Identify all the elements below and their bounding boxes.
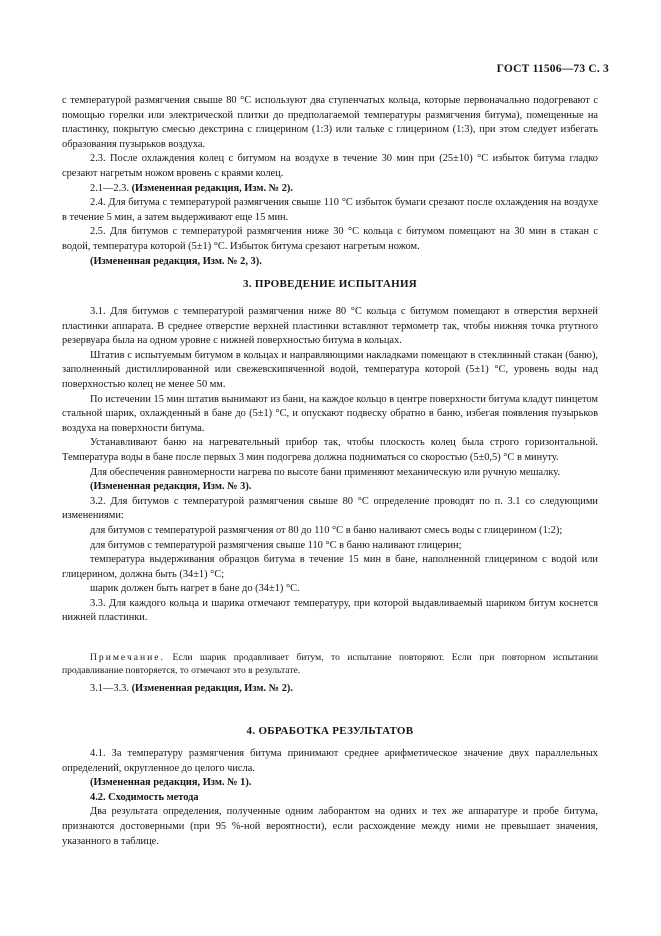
paragraph — [62, 776, 598, 791]
paragraph-text: Два результата определения, полученные одним лаборантом на одних и тех же аппаратуре и пробе битума, признаются достоверными (при 95 %-ной вероятности), если расхождение между ними не превышает значения, указанного в таблице. — [62, 806, 598, 847]
paragraph — [62, 791, 598, 806]
bold-text: 4.2. Сходимость метода — [90, 791, 199, 803]
paragraph — [62, 805, 598, 849]
bold-text: (Измененная редакция, Изм. № 3). — [90, 481, 252, 493]
paragraph-text: 3.3. Для каждого кольца и шарика отмечают температуру, при которой выдавливаемый шариком битум коснется нижней пластинки. — [62, 597, 598, 624]
paragraph — [62, 349, 598, 393]
paragraph — [62, 393, 598, 437]
paragraph-text: для битумов с температурой размягчения от 80 до 110 °С в баню наливают смесь воды с глицерином (1:2); — [90, 524, 563, 536]
paragraph-text: 3.1. Для битумов с температурой размягчения ниже 80 °С кольца с битумом помещают в отверстия верхней пластинки аппарата. В среднее отверстие верхней пластинки вставляют термометр так, чтобы нижняя точка ртутного резервуара была на одном уровне с нижней поверхностью битума в кольцах. — [62, 306, 598, 347]
paragraph-text: 3.2. Для битумов с температурой размягчения свыше 80 °С определение проводят по п. 3.1 со следующими изменениями: — [62, 495, 598, 522]
section3-body — [62, 305, 598, 626]
paragraph — [62, 524, 598, 539]
paragraph — [62, 582, 598, 597]
paragraph — [62, 747, 598, 776]
paragraph — [62, 182, 598, 197]
paragraph-text: 4.1. За температуру размягчения битума принимают среднее арифметическое значение двух параллельных определений, округленное до целого числа. — [62, 748, 598, 774]
paragraph — [62, 94, 598, 152]
paragraph — [62, 597, 598, 626]
amendment-note: (Измененная редакция, Изм. № 2). — [131, 683, 293, 694]
bold-text: (Измененная редакция, Изм. № 2, 3). — [90, 255, 262, 267]
paragraph — [62, 480, 598, 495]
paragraph-text: По истечении 15 мин штатив вынимают из бани, на каждое кольцо в центре поверхности битума кладут пинцетом стальной шарик, охлажденный в бане до (5±1) °С, и опускают подвеску обратно в баню, избегая появления пузырьков воздуха на поверхности битума. — [62, 393, 598, 434]
paragraph — [62, 225, 598, 254]
paragraph — [62, 305, 598, 349]
paragraph-text: 2.3. После охлаждения колец с битумом на воздухе в течение 30 мин при (25±10) °С избыток битума гладко срезают нагретым ножом вровень с краями колец. — [62, 153, 598, 179]
paragraph — [62, 436, 598, 465]
paragraph — [62, 255, 598, 270]
paragraph-text: шарик должен быть нагрет в бане до (34±1) °С. — [90, 583, 300, 595]
paragraph — [62, 152, 598, 181]
paragraph-text: для битумов с температурой размягчения свыше 110 °С в баню наливают глицерин; — [90, 539, 462, 551]
paragraph-text: Устанавливают баню на нагревательный прибор так, чтобы плоскость колец была строго горизонтальной. Температура воды в бане после первых 3 мин подогрева должна подниматься со скоростью (5±0,5) °С в минуту. — [62, 437, 598, 463]
paragraph-text: 2.4. Для битума с температурой размягчения свыше 110 °С избыток бумаги срезают после охлаждения на воздухе в течение 5 мин, а затем выдерживают еще 15 мин. — [62, 197, 598, 223]
note-label: Примечание. — [90, 652, 165, 663]
amendment-3-1-3-3 — [62, 682, 598, 697]
paragraph — [62, 466, 598, 481]
paragraph — [62, 495, 598, 524]
page-header: ГОСТ 11506—73 С. 3 — [496, 63, 609, 75]
section3-title: 3. ПРОВЕДЕНИЕ ИСПЫТАНИЯ — [242, 278, 418, 290]
bold-text: (Измененная редакция, Изм. № 2). — [131, 182, 293, 194]
paragraph — [62, 553, 598, 582]
section2-continuation — [62, 94, 598, 269]
note — [62, 651, 598, 678]
amendment-range: 3.1—3.3. — [90, 683, 132, 694]
paragraph — [62, 539, 598, 554]
bold-text: (Измененная редакция, Изм. № 1). — [90, 777, 252, 789]
paragraph-text: 2.5. Для битумов с температурой размягчения ниже 30 °С кольца с битумом помещают на 30 мин в стакан с водой, температура которой (5±1) °С. Избыток битума срезают нагретым ножом. — [62, 226, 598, 252]
paragraph-prefix: 2.1—2.3. — [90, 182, 132, 194]
section4-title: 4. ОБРАБОТКА РЕЗУЛЬТАТОВ — [246, 725, 414, 737]
paragraph — [62, 196, 598, 225]
section4-body — [62, 747, 598, 849]
note-text: Если шарик продавливает битум, то испытание повторяют. Если при повторном испытании продавливание повторяется, то отмечают это в результате. — [62, 652, 598, 677]
paragraph-text: с температурой размягчения свыше 80 °С используют два ступенчатых кольца, которые первоначально подогревают с помощью горелки или электрической плитки до предполагаемой температуры размягчения битума), помещенные на пластинку, покрытую смесью декстрина с глицерином (1:3) или тальке с глицерином (1:3), при этом следует избегать образования пузырьков воздуха. — [62, 95, 598, 150]
paragraph-text: Штатив с испытуемым битумом в кольцах и направляющими накладками помещают в стеклянный стакан (баню), заполненный дистиллированной или свежевскипяченной водой, температура которой (5±1) °С, уровень воды над поверхностью колец не менее 50 мм. — [62, 349, 598, 390]
paragraph-text: Для обеспечения равномерности нагрева по высоте бани применяют механическую или ручную мешалку. — [90, 466, 561, 478]
paragraph-text: температура выдерживания образцов битума в течение 15 мин в бане, наполненной глицерином с водой или глицерином, должна быть (34±1) °С; — [62, 554, 598, 580]
